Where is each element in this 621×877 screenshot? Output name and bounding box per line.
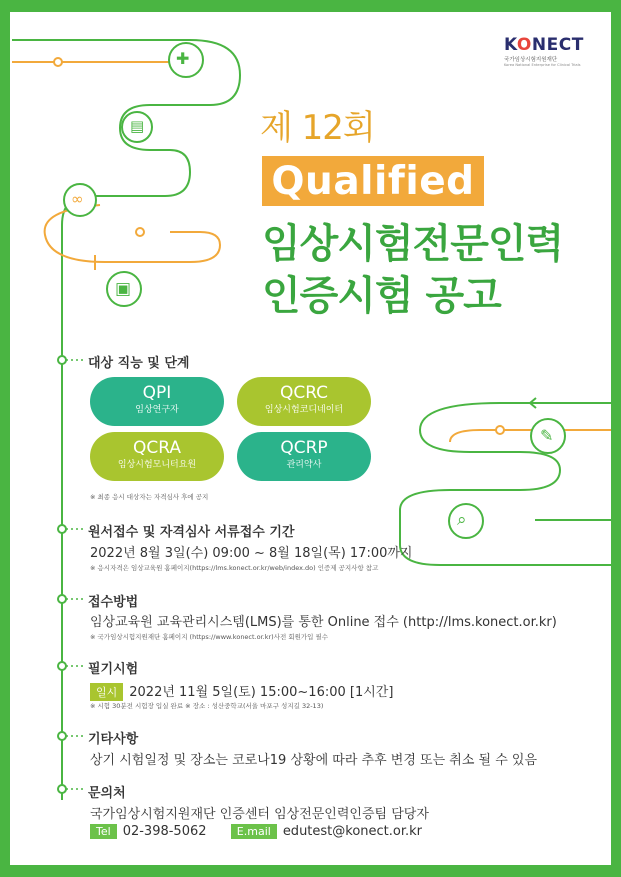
title-line-2: 인증시험 공고 (262, 273, 501, 319)
application-heading: 원서접수 및 자격심사 서류접수 기간 (88, 525, 295, 540)
document-icon: ▤ (130, 117, 145, 135)
application-note: ※ 응시자격은 임상교육원 홈페이지(https://lms.konect.or.kr/web/index.do) 인증제 공지사항 참고 (90, 564, 379, 572)
email-address[interactable]: edutest@konect.or.kr (282, 824, 423, 839)
card-qcra: QCRA 임상시험모니터요원 (90, 432, 224, 481)
round-number: 제 12회 (260, 108, 375, 148)
target-heading: 대상 직능 및 단계 (88, 356, 190, 371)
email-label: E.mail (231, 824, 277, 839)
method-text: 임상교육원 교육관리시스템(LMS)를 통한 Online 접수 (http://lms.konect.or.kr) (90, 615, 557, 630)
card-qcrp: QCRP 관리약사 (237, 432, 371, 481)
contact-heading: 문의처 (88, 786, 126, 801)
exam-datetime (90, 681, 393, 701)
other-heading: 기타사항 (88, 732, 139, 747)
pills-icon: ✚ (176, 49, 190, 68)
qualified-banner: Qualified (262, 156, 484, 206)
magnifier-icon: ⌕ (457, 510, 467, 530)
card-qcrc: QCRC 임상시험코디네이터 (237, 377, 371, 426)
exam-note: ※ 시험 30분전 시험장 입실 완료 ※ 장소 : 성산중학교(서울 마포구 성지길 32-13) (90, 702, 324, 710)
exam-date-tag: 일시 (90, 683, 123, 701)
konect-logo: KONECT 국가임상시험지원재단 Korea National Enterprise for Clinical Trials (504, 35, 584, 67)
title-line-1: 임상시험전문인력 (262, 221, 564, 267)
other-text: 상기 시험일정 및 장소는 코로나19 상황에 따라 추후 변경 또는 취소 될 수 있음 (90, 753, 538, 768)
application-period: 2022년 8월 3일(수) 09:00 ~ 8월 18일(목) 17:00까지 (90, 546, 413, 561)
target-note: ※ 최종 응시 대상자는 자격심사 후에 공지 (90, 493, 209, 501)
exam-date-text: 2022년 11월 5일(토) 15:00~16:00 [1시간] (129, 685, 394, 700)
method-note: ※ 국가임상시험지원재단 홈페이지 (https://www.konect.or.kr)사전 회원가입 필수 (90, 633, 329, 641)
contact-text: 국가임상시험지원재단 인증센터 임상전문인력인증팀 담당자 (90, 807, 429, 822)
tel-number: 02-398-5062 (122, 824, 207, 839)
syringe-icon: ✎ (540, 426, 554, 445)
exam-heading: 필기시험 (88, 662, 139, 677)
certificate-icon: ▣ (115, 279, 132, 299)
contact-details (90, 824, 422, 839)
method-heading: 접수방법 (88, 595, 139, 610)
tel-label: Tel (90, 824, 117, 839)
handshake-icon: ∞ (71, 190, 84, 208)
card-qpi: QPI 임상연구자 (90, 377, 224, 426)
